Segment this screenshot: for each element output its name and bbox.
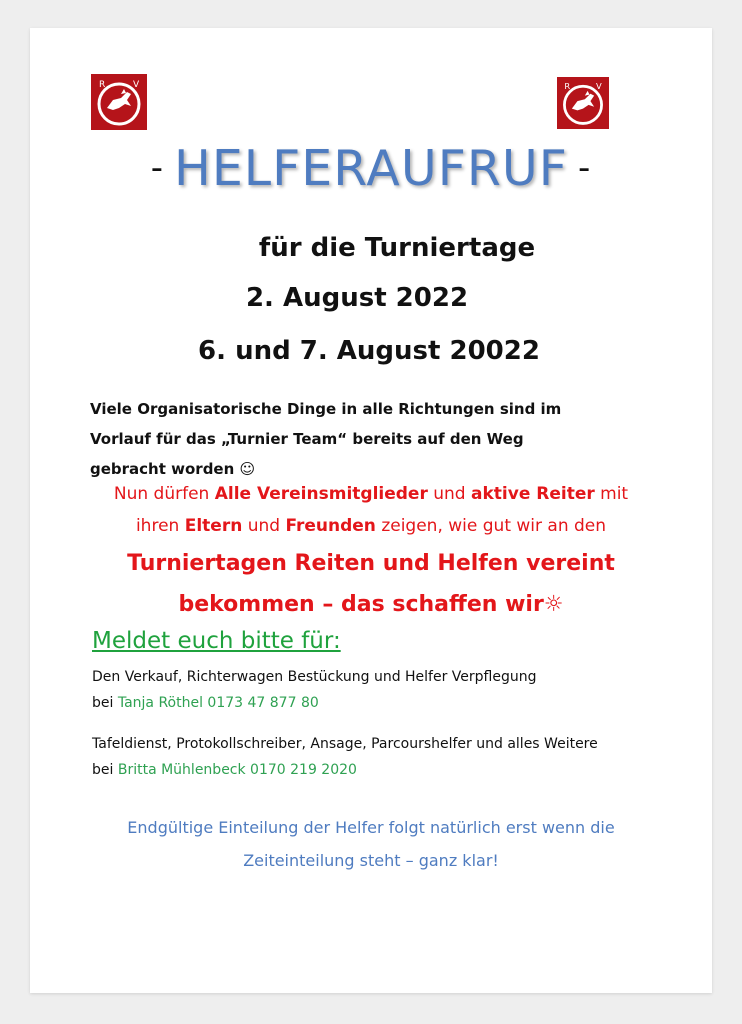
task-2-text: Tafeldienst, Protokollschreiber, Ansage, Parcourshelfer und alles Weitere [92, 736, 598, 752]
title-dash-left: - [150, 148, 164, 188]
task-1-text: Den Verkauf, Richterwagen Bestückung und Helfer Verpflegung [92, 669, 537, 685]
date-line-2: 6. und 7. August 20022 [198, 336, 540, 366]
appeal-text: und [427, 484, 471, 504]
appeal-line-2 [30, 516, 712, 536]
jumping-horse-icon [557, 77, 609, 129]
title-dash-right: - [577, 148, 592, 188]
signup-heading: Meldet euch bitte für: [92, 628, 341, 654]
document-page [30, 28, 712, 993]
club-logo-left [91, 74, 147, 130]
dates-heading: für die Turniertage [258, 233, 536, 263]
intro-line: Viele Organisatorische Dinge in alle Richtungen sind im [90, 400, 562, 418]
logo-letter-r: R [564, 81, 571, 92]
title-text: HELFERAUFRUF [174, 140, 568, 197]
club-logo-right [557, 77, 609, 129]
intro-line: gebracht worden ☺ [90, 460, 256, 478]
task-2-contact-line [92, 762, 357, 778]
appeal-text: und [242, 516, 286, 536]
logo-letter-v: V [133, 80, 140, 90]
task-2-contact: Britta Mühlenbeck 0170 219 2020 [117, 762, 357, 778]
appeal-emphasis: aktive Reiter [471, 484, 595, 504]
appeal-line-3: Turniertagen Reiten und Helfen vereint [127, 551, 615, 576]
appeal-text: mit [594, 484, 629, 504]
appeal-line-1 [30, 484, 712, 504]
appeal-text: zeigen, wie gut wir an den [375, 516, 607, 536]
task-2-bei: bei [92, 762, 118, 778]
intro-paragraph [90, 394, 610, 484]
date-line-1: 2. August 2022 [245, 283, 469, 313]
intro-line: Vorlauf für das „Turnier Team“ bereits auf den Weg [90, 430, 524, 448]
appeal-emphasis: Alle Vereinsmitglieder [214, 484, 428, 504]
appeal-emphasis: Freunden [285, 516, 376, 536]
appeal-emphasis: Eltern [184, 516, 243, 536]
footer-line-2: Zeiteinteilung steht – ganz klar! [243, 851, 499, 870]
footer-line-1: Endgültige Einteilung der Helfer folgt natürlich erst wenn die [127, 818, 615, 837]
task-1-contact-line [92, 695, 319, 711]
task-1-contact: Tanja Röthel 0173 47 877 80 [117, 695, 319, 711]
jumping-horse-icon [91, 74, 147, 130]
appeal-line-4: bekommen – das schaffen wir☼ [178, 592, 564, 617]
task-1-bei: bei [92, 695, 118, 711]
page-title [30, 140, 712, 197]
logo-letter-r: R [99, 80, 106, 90]
logo-letter-v: V [596, 81, 602, 92]
appeal-text: ihren [135, 516, 185, 536]
appeal-text: Nun dürfen [113, 484, 215, 504]
